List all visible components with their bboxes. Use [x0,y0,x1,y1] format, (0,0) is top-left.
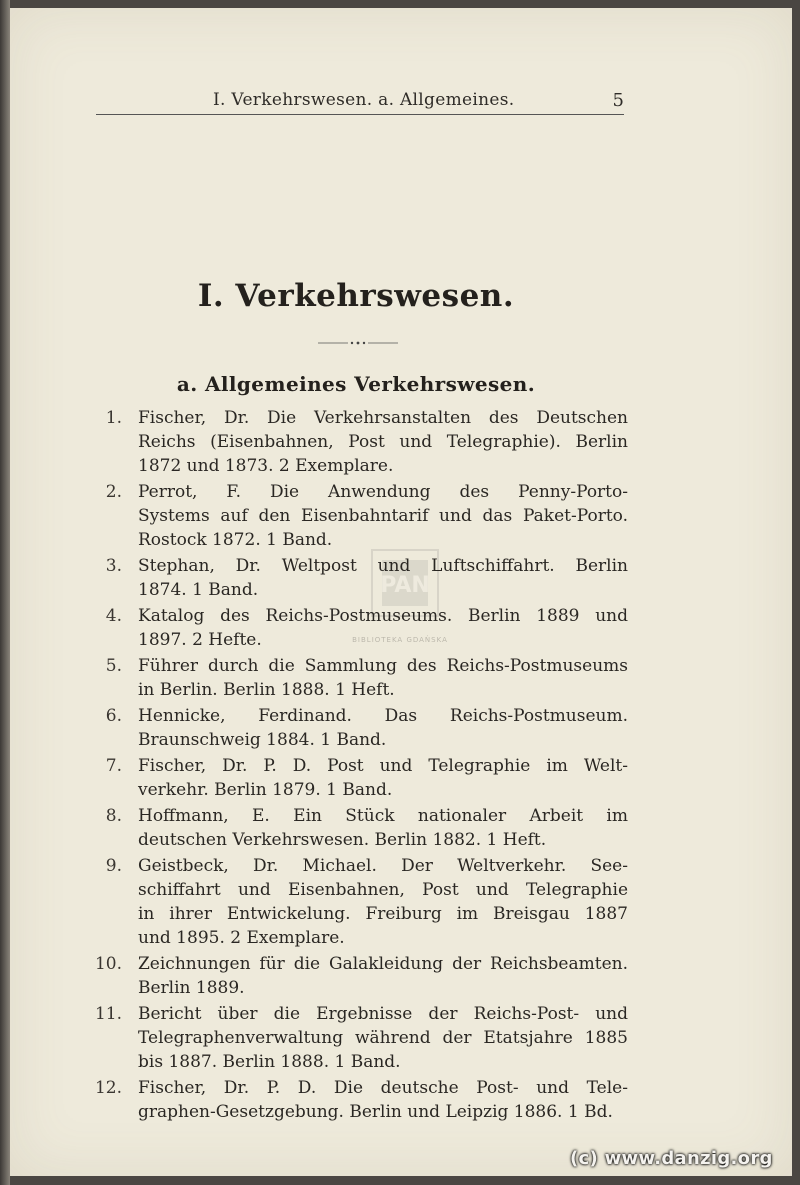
entry-line: Rostock 1872. 1 Band. [138,530,333,550]
entry-text [138,406,628,478]
page-number: 5 [612,90,624,111]
entry-number: 7. [105,756,122,776]
entry-number: 11. [94,1004,122,1024]
entry-line: deutschen Verkehrswesen. Berlin 1882. 1 Heft. [138,830,547,850]
entry-number: 5. [105,656,122,676]
entry-number: 4. [105,606,122,626]
entry-text [138,554,628,602]
entry-line: Zeichnungen für die Galakleidung der Reichsbeamten. [138,954,628,974]
entry-text [138,480,628,552]
entry-line: Fischer, Dr. Die Verkehrsanstalten des Deutschen [138,408,628,428]
entry-line: Telegraphenverwaltung während der Etatsjahre 1885 [138,1028,628,1048]
entry-line: bis 1887. Berlin 1888. 1 Band. [138,1052,401,1072]
entry-line: in ihrer Entwickelung. Freiburg im Breisgau 1887 [138,904,628,924]
entry-number: 9. [105,856,122,876]
entry-line: verkehr. Berlin 1879. 1 Band. [138,780,393,800]
entry-line: Stephan, Dr. Weltpost und Luftschiffahrt. Berlin [138,556,628,576]
svg-text:PAN: PAN [380,573,430,598]
entry-text [138,804,628,852]
entry-number: 12. [94,1078,122,1098]
entry-number: 8. [105,806,122,826]
entry-text [138,754,628,802]
entry-line: Führer durch die Sammlung des Reichs-Postmuseums [138,656,628,676]
watermark-subtitle: BIBLIOTEKA GDAŃSKA [352,636,448,644]
entry-text [138,1002,628,1074]
entry-line: 1874. 1 Band. [138,580,259,600]
entry-line: 1872 und 1873. 2 Exemplare. [138,456,394,476]
page-header [96,88,624,115]
entry-line: Fischer, Dr. P. D. Die deutsche Post- und Tele- [138,1078,628,1098]
entry-text [138,604,628,652]
ornament-divider [318,340,398,346]
entry-line: Fischer, Dr. P. D. Post und Telegraphie im Welt- [138,756,628,776]
section-heading: a. Allgemeines Verkehrswesen. [176,372,536,396]
entry-number: 2. [105,482,122,502]
entry-line: Reichs (Eisenbahnen, Post und Telegraphie). Berlin [138,432,628,452]
entry-text [138,1076,628,1124]
entry-line: Systems auf den Eisenbahntarif und das Paket-Porto. [138,506,628,526]
entry-line: Braunschweig 1884. 1 Band. [138,730,387,750]
scan-edge [0,0,10,1185]
entry-line: Hennicke, Ferdinand. Das Reichs-Postmuseum. [138,706,628,726]
entry-line: Geistbeck, Dr. Michael. Der Weltverkehr. See- [138,856,628,876]
entry-line: und 1895. 2 Exemplare. [138,928,345,948]
entry-line: in Berlin. Berlin 1888. 1 Heft. [138,680,395,700]
chapter-title: I. Verkehrswesen. [197,278,515,314]
entry-line: Katalog des Reichs-Postmuseums. Berlin 1889 und [138,606,628,626]
running-head: I. Verkehrswesen. a. Allgemeines. [213,90,515,110]
copyright-notice: (c) www.danzig.org [570,1148,773,1169]
entry-line: graphen-Gesetzgebung. Berlin und Leipzig 1886. 1 Bd. [138,1102,613,1122]
entry-text [138,952,628,1000]
entry-line: schiffahrt und Eisenbahnen, Post und Telegraphie [138,880,628,900]
entry-number: 10. [94,954,122,974]
entry-number: 3. [105,556,122,576]
entry-text [138,854,628,950]
entry-line: Hoffmann, E. Ein Stück nationaler Arbeit im [138,806,628,826]
entry-number: 6. [105,706,122,726]
entry-line: Berlin 1889. [138,978,245,998]
entry-line: Bericht über die Ergebnisse der Reichs-Post- und [138,1004,628,1024]
entry-number: 1. [105,408,122,428]
entry-line: 1897. 2 Hefte. [138,630,262,650]
entry-text [138,654,628,702]
entry-text [138,704,628,752]
entry-line: Perrot, F. Die Anwendung des Penny-Porto- [138,482,628,502]
